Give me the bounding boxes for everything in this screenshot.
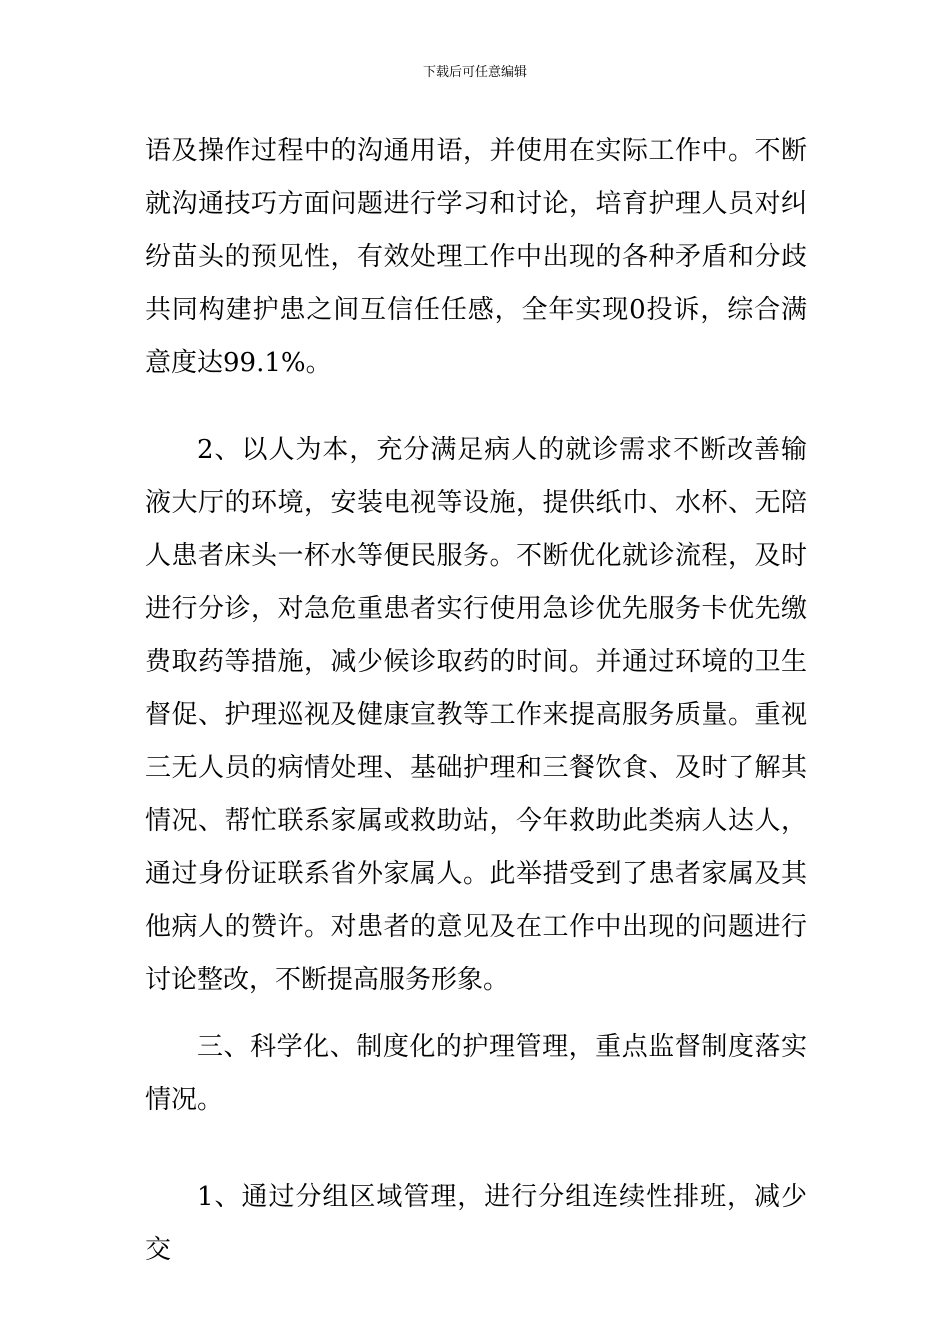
paragraph-group-management: 1、通过分组区域管理，进行分组连续性排班，减少交 (145, 1182, 807, 1265)
section-heading-management: 三、科学化、制度化的护理管理，重点监督制度落实情况。 (145, 1032, 807, 1115)
page-header: 下载后可任意编辑 (422, 65, 527, 80)
paragraph-continuation: 语及操作过程中的沟通用语，并使用在实际工作中。不断就沟通技巧方面问题进行学习和讨论，培育护理人员对纠纷苗头的预见性，有效处理工作中出现的各种矛盾和分歧共同构建护患之间互信任任感，全年实现0投诉，综合满意度达99.1%。 (145, 136, 807, 378)
paragraph-patient-service: 2、以人为本，充分满足病人的就诊需求不断改善输液大厅的环境，安装电视等设施，提供纸巾、水杯、无陪人患者床头一杯水等便民服务。不断优化就诊流程，及时进行分诊，对急危重患者实行使用急诊优先服务卡优先缴费取药等措施，减少候诊取药的时间。并通过环境的卫生督促、护理巡视及健康宣教等工作来提高服务质量。重视三无人员的病情处理、基础护理和三餐饮食、及时了解其情况、帮忙联系家属或救助站，今年救助此类病人达人，通过身份证联系省外家属人。此举措受到了患者家属及其他病人的赞许。对患者的意见及在工作中出现的问题进行讨论整改，不断提高服务形象。 (145, 435, 807, 995)
